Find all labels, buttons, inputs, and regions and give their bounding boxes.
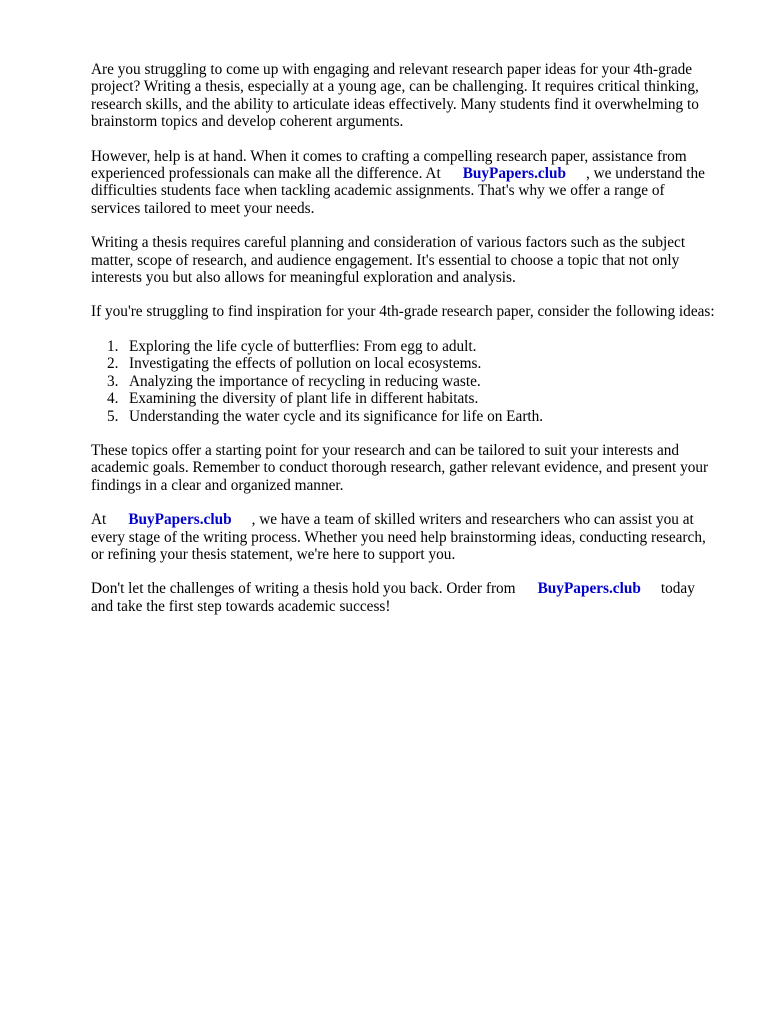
closing-paragraph	[91, 580, 731, 615]
list-item	[91, 338, 731, 355]
text-line	[91, 165, 731, 182]
text-line: and take the first step towards academic success!	[91, 597, 391, 615]
text-segment: , we understand the	[585, 165, 705, 183]
list-intro-paragraph	[91, 303, 731, 320]
intro-paragraph	[91, 61, 731, 131]
text-line: project? Writing a thesis, especially at a young age, can be challenging. It requires critical thinking,	[91, 78, 699, 96]
text-line: interests you but also allows for meaningful exploration and analysis.	[91, 269, 516, 287]
list-item	[91, 408, 731, 425]
text-line: services tailored to meet your needs.	[91, 199, 315, 217]
list-item	[91, 355, 731, 372]
text-line: or refining your thesis statement, we're here to support you.	[91, 545, 456, 563]
text-line: matter, scope of research, and audience engagement. It's essential to choose a topic that not only	[91, 251, 680, 269]
text-line: brainstorm topics and develop coherent arguments.	[91, 113, 404, 131]
topics-paragraph	[91, 442, 731, 494]
text-segment: , we have a team of skilled writers and researchers who can assist you at	[251, 511, 694, 529]
list-item-text: Examining the diversity of plant life in different habitats.	[129, 390, 479, 408]
text-line: difficulties students face when tackling academic assignments. That's why we offer a range of	[91, 182, 665, 200]
buypapers-link[interactable]: BuyPapers.club	[128, 511, 232, 529]
text-segment: Don't let the challenges of writing a thesis hold you back. Order from	[91, 580, 516, 598]
list-number: 2.	[107, 355, 119, 373]
text-line: Are you struggling to come up with engaging and relevant research paper ideas for your 4th-grade	[91, 61, 693, 78]
text-segment: At	[91, 511, 107, 529]
list-number: 1.	[107, 337, 119, 355]
text-segment: today	[660, 580, 695, 598]
list-number: 4.	[107, 390, 119, 408]
list-item-text: Analyzing the importance of recycling in reducing waste.	[129, 372, 481, 390]
text-line: every stage of the writing process. Whether you need help brainstorming ideas, conducting research,	[91, 528, 706, 546]
planning-paragraph	[91, 234, 731, 286]
list-number: 5.	[107, 407, 119, 425]
text-line: research skills, and the ability to articulate ideas effectively. Many students find it overwhelming to	[91, 95, 699, 113]
help-paragraph	[91, 148, 731, 218]
list-item-text: Understanding the water cycle and its significance for life on Earth.	[129, 407, 544, 425]
buypapers-link[interactable]: BuyPapers.club	[537, 580, 641, 598]
list-item-text: Exploring the life cycle of butterflies: From egg to adult.	[129, 337, 477, 355]
text-line: If you're struggling to find inspiration for your 4th-grade research paper, consider the following ideas:	[91, 303, 715, 321]
list-item-text: Investigating the effects of pollution on local ecosystems.	[129, 355, 482, 373]
text-line: findings in a clear and organized manner.	[91, 476, 344, 494]
text-segment: experienced professionals can make all the difference. At	[91, 165, 441, 183]
ideas-list	[91, 338, 731, 425]
list-item	[91, 373, 731, 390]
text-line: academic goals. Remember to conduct thorough research, gather relevant evidence, and present your	[91, 459, 709, 477]
list-item	[91, 390, 731, 407]
team-paragraph	[91, 511, 731, 563]
text-line: However, help is at hand. When it comes to crafting a compelling research paper, assistance from	[91, 147, 687, 165]
text-line: Writing a thesis requires careful planning and consideration of various factors such as the subject	[91, 234, 686, 252]
text-line: These topics offer a starting point for your research and can be tailored to suit your interests and	[91, 441, 680, 459]
buypapers-link[interactable]: BuyPapers.club	[462, 165, 566, 183]
text-line	[91, 511, 731, 528]
document-body	[91, 61, 731, 632]
text-line	[91, 580, 731, 597]
list-number: 3.	[107, 372, 119, 390]
